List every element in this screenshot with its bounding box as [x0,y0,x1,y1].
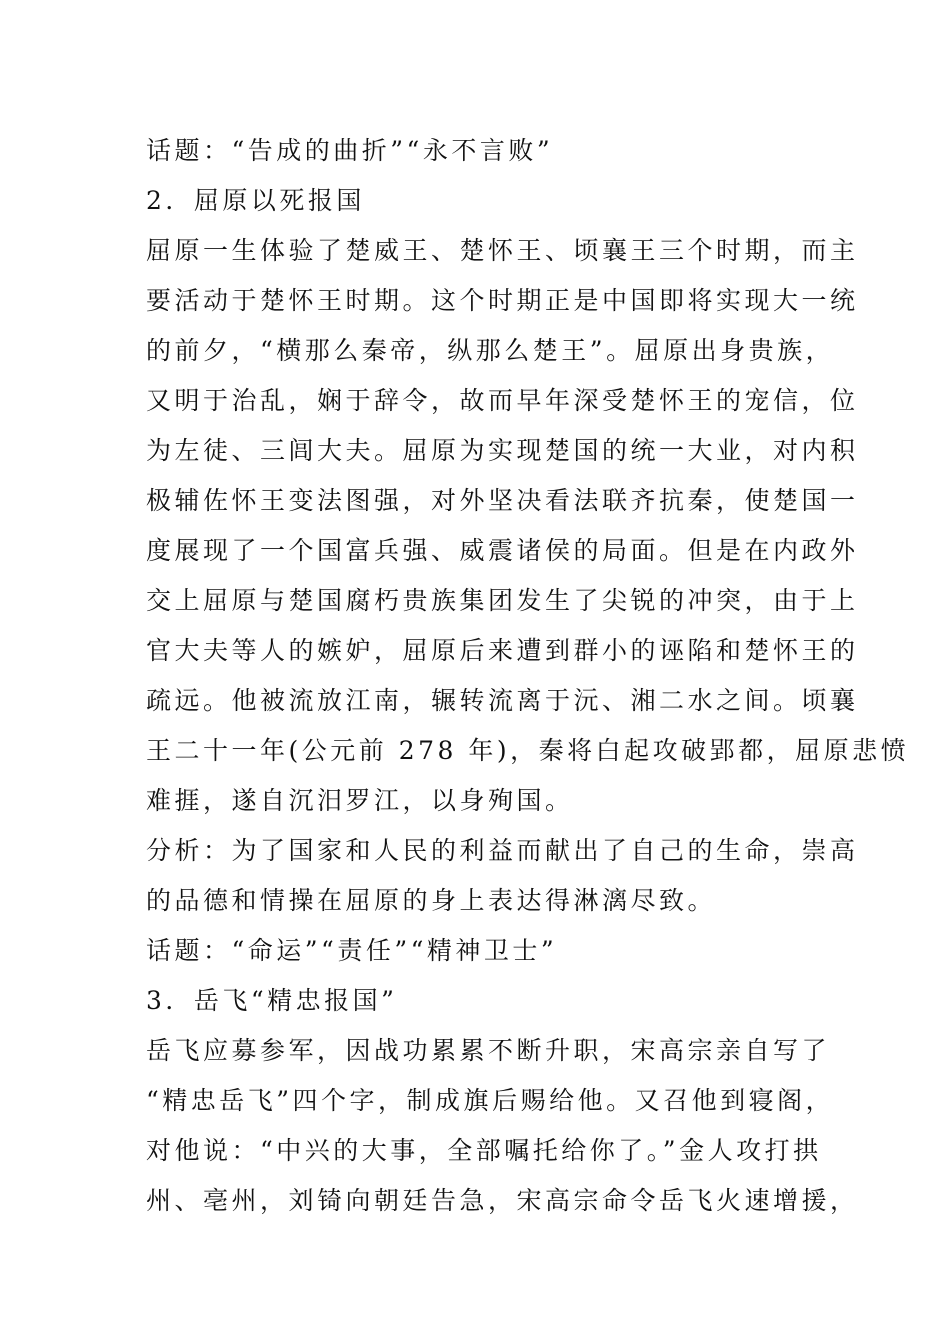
paragraph-line: 对他说：“中兴的大事，全部嘱托给你了。”金人攻打拱 [146,1136,822,1165]
paragraph-line: 州、亳州，刘锜向朝廷告急，宋高宗命令岳飞火速增援， [146,1186,859,1215]
paragraph-line: 王二十一年(公元前 278 年)，秦将白起攻破郢都，屈原悲愤 [146,736,910,765]
paragraph-line: 要活动于楚怀王时期。这个时期正是中国即将实现大一统 [146,286,859,315]
topic-line: 话题：“告成的曲折”“永不言败” [146,136,554,165]
paragraph-line: 屈原一生体验了楚威王、楚怀王、顷襄王三个时期，而主 [146,236,859,265]
paragraph-line: 官大夫等人的嫉妒，屈原后来遭到群小的诬陷和楚怀王的 [146,636,859,665]
paragraph-line: 又明于治乱，娴于辞令，故而早年深受楚怀王的宠信，位 [146,386,859,415]
analysis-line: 分析：为了国家和人民的利益而献出了自己的生命，崇高 [146,836,859,865]
paragraph-line: 极辅佐怀王变法图强，对外坚决看法联齐抗秦，使楚国一 [146,486,859,515]
paragraph-line: 难捱，遂自沉汨罗江，以身殉国。 [146,786,574,815]
analysis-line: 的品德和情操在屈原的身上表达得淋漓尽致。 [146,886,717,915]
section-heading: 3．岳飞“精忠报国” [146,986,398,1015]
topic-line: 话题：“命运”“责任”“精神卫士” [146,936,558,965]
paragraph-line: 度展现了一个国富兵强、威震诸侯的局面。但是在内政外 [146,536,859,565]
document-body [146,126,910,1226]
paragraph-line: 岳飞应募参军，因战功累累不断升职，宋高宗亲自写了 [146,1036,831,1065]
paragraph-line: 交上屈原与楚国腐朽贵族集团发生了尖锐的冲突，由于上 [146,586,859,615]
paragraph-line: 为左徒、三闾大夫。屈原为实现楚国的统一大业，对内积 [146,436,859,465]
paragraph-line: 的前夕，“横那么秦帝，纵那么楚王”。屈原出身贵族， [146,336,835,365]
paragraph-line: “精忠岳飞”四个字，制成旗后赐给他。又召他到寝阁， [146,1086,835,1115]
section-heading: 2．屈原以死报国 [146,186,365,215]
paragraph-line: 疏远。他被流放江南，辗转流离于沅、湘二水之间。顷襄 [146,686,859,715]
